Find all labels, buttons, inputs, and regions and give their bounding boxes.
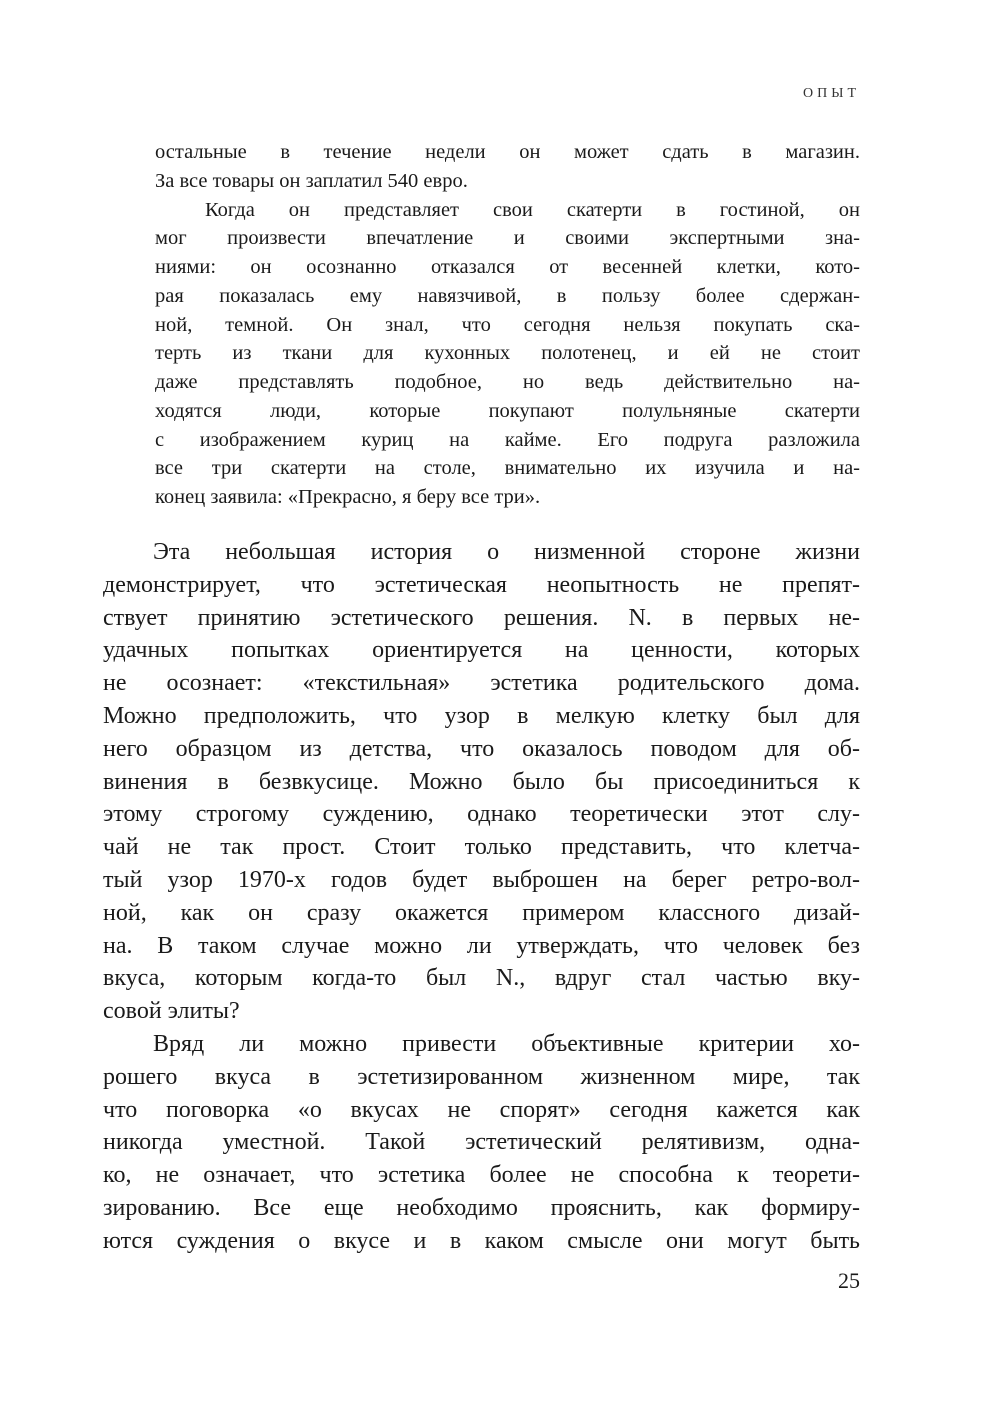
text-line: ются суждения о вкусе и в каком смысле они могут быть xyxy=(103,1227,860,1254)
text-line: Эта небольшая история о низменной стороне жизни xyxy=(153,539,860,565)
text-line: ной, темной. Он знал, что сегодня нельзя покупать ска- xyxy=(155,313,860,336)
text-line: тый узор 1970-х годов будет выброшен на берег ретро-вол- xyxy=(103,866,860,893)
text-line: на. В таком случае можно ли утверждать, что человек без xyxy=(103,932,860,959)
text-line: ниями: он осознанно отказался от весенней клетки, кото- xyxy=(155,256,860,278)
text-line: винения в безвкусице. Можно было бы присоединиться к xyxy=(103,768,860,795)
text-line: Можно предположить, что узор в мелкую клетку был для xyxy=(103,702,860,729)
running-head: ОПЫТ xyxy=(803,86,860,101)
text-line: Вряд ли можно привести объективные критерии хо- xyxy=(153,1030,860,1057)
text-line: даже представлять подобное, но ведь действительно на- xyxy=(155,371,860,393)
body-text xyxy=(103,536,860,1258)
text-line: с изображением куриц на кайме. Его подруга разложила xyxy=(155,428,860,451)
text-line: остальные в течение недели он может сдать в магазин. xyxy=(155,141,860,163)
text-line: вкуса, которым когда-то был N., вдруг стал частью вку- xyxy=(103,965,860,992)
text-line: ко, не означает, что эстетика более не способна к теорети- xyxy=(103,1162,860,1189)
text-line: зированию. Все еще необходимо прояснить, как формиру- xyxy=(103,1194,860,1221)
text-line: Когда он представляет свои скатерти в гостиной, он xyxy=(205,198,860,221)
text-line: ной, как он сразу окажется примером классного дизай- xyxy=(103,899,860,926)
text-line: рошего вкуса в эстетизированном жизненном мире, так xyxy=(103,1063,860,1090)
text-line: все три скатерти на столе, внимательно их изучила и на- xyxy=(155,457,860,480)
text-line: него образцом из детства, что оказалось поводом для об- xyxy=(103,735,860,762)
block-quote xyxy=(155,138,860,512)
text-line: никогда уместной. Такой эстетический релятивизм, одна- xyxy=(103,1129,860,1156)
text-line: этому строгому суждению, однако теоретически этот слу- xyxy=(103,801,860,828)
text-line: что поговорка «о вкусах не спорят» сегодня кажется как xyxy=(103,1096,860,1123)
text-line: конец заявила: «Прекрасно, я беру все три». xyxy=(155,486,541,508)
text-line: чай не так прост. Стоит только представить, что клетча- xyxy=(103,834,860,861)
text-line: совой элиты? xyxy=(103,998,240,1025)
text-line: ствует принятию эстетического решения. N. в первых не- xyxy=(103,604,860,631)
text-line: За все товары он заплатил 540 евро. xyxy=(155,169,468,192)
text-line: мог произвести впечатление и своими экспертными зна- xyxy=(155,227,860,250)
text-line: удачных попытках ориентируется на ценности, которых xyxy=(103,637,860,664)
text-line: рая показалась ему навязчивой, в пользу более сдержан- xyxy=(155,284,860,307)
text-line: ходятся люди, которые покупают полульняные скатерти xyxy=(155,399,860,422)
text-line: демонстрирует, что эстетическая неопытность не препят- xyxy=(103,571,860,598)
text-line: терть из ткани для кухонных полотенец, и ей не стоит xyxy=(155,342,860,365)
page-number: 25 xyxy=(838,1268,860,1293)
text-line: не осознает: «текстильная» эстетика родительского дома. xyxy=(103,670,860,697)
